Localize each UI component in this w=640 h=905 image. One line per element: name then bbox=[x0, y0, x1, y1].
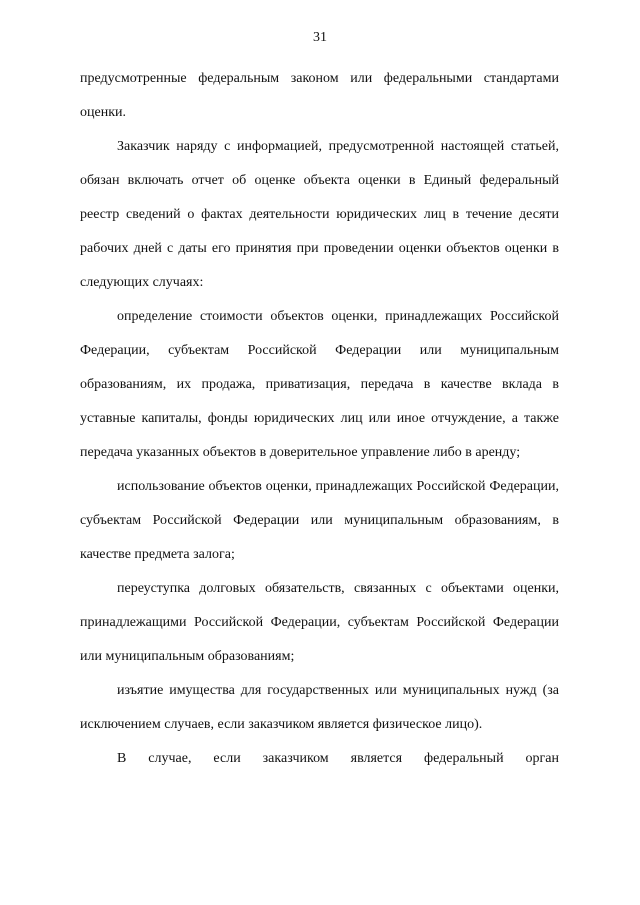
page-number: 31 bbox=[313, 30, 327, 45]
paragraph-continuation: предусмотренные федеральным законом или федеральными стандартами оценки. bbox=[80, 71, 559, 120]
paragraph-customer-obligation: Заказчик наряду с информацией, предусмотренной настоящей статьей, обязан включать отчет об оценке объекта оценки в Единый федеральный реестр сведений о фактах деятельности юридических лиц в течение десяти рабочих дней с даты его принятия при проведении оценки объектов оценки в следующих случаях: bbox=[80, 139, 559, 290]
paragraph-case-seizure: изъятие имущества для государственных или муниципальных нужд (за исключением случаев, если заказчиком является физическое лицо). bbox=[80, 683, 559, 732]
document-body bbox=[80, 62, 559, 776]
paragraph-case-debt-assignment: переуступка долговых обязательств, связанных с объектами оценки, принадлежащими Российской Федерации, субъектам Российской Федерации или муниципальным образованиям; bbox=[80, 581, 559, 664]
paragraph-case-pledge: использование объектов оценки, принадлежащих Российской Федерации, субъектам Российской Федерации или муниципальным образованиям, в качестве предмета залога; bbox=[80, 479, 559, 562]
paragraph-federal-body: В случае, если заказчиком является федеральный орган bbox=[117, 751, 559, 766]
paragraph-case-valuation-sale: определение стоимости объектов оценки, принадлежащих Российской Федерации, субъектам Российской Федерации или муниципальным образованиям, их продажа, приватизация, передача в качестве вклада в уставные капиталы, фонды юридических лиц или иное отчуждение, а также передача указанных объектов в доверительное управление либо в аренду; bbox=[80, 309, 559, 460]
